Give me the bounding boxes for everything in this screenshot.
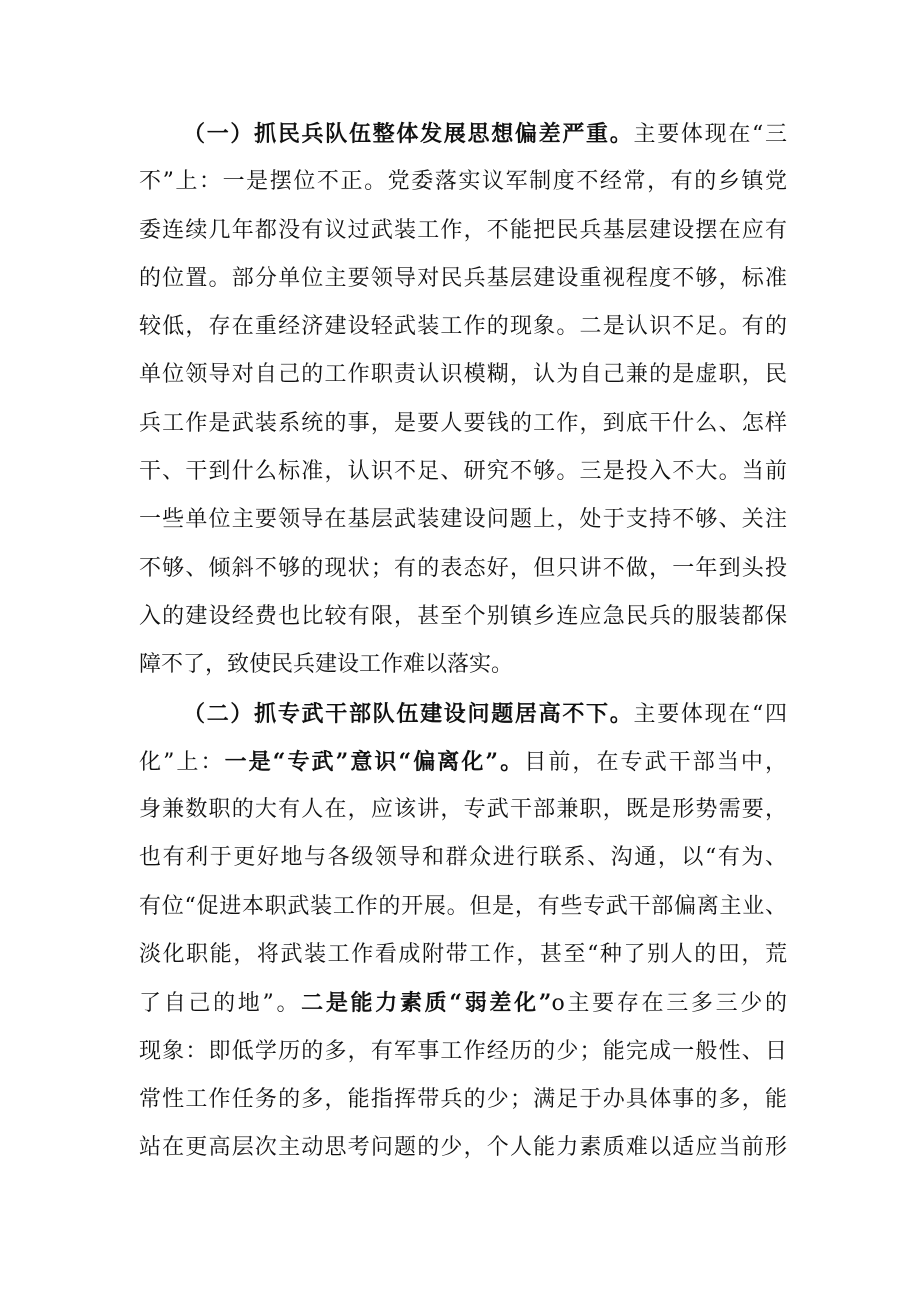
paragraph-2-subheading-1: 一是“专武”意识“偏离化”。 [224,748,525,775]
paragraph-2-line-7-a: 了自己的地”。 [139,991,302,1017]
paragraph-2-line-2 [139,738,787,786]
paragraph-2-line-3: 身兼数职的大有人在，应该讲，专武干部兼职，既是形势需要， [139,797,787,823]
paragraph-1-line-8: 干、干到什么标准，认识不足、研究不够。三是投入不大。当前 [139,459,787,485]
paragraph-2-line-6: 淡化职能，将武装工作看成附带工作，甚至“种了别人的田，荒 [139,942,787,968]
paragraph-1-line-1-text: 主要体现在“三 [633,122,787,147]
paragraph-2-line-5: 有位“促进本职武装工作的开展。但是，有些专武干部偏离主业、 [139,893,787,919]
paragraph-1-line-6: 单位领导对自己的工作职责认识模糊，认为自己兼的是虚职，民 [139,362,787,388]
paragraph-2-line-2-c: 目前，在专武干部当中， [524,749,788,775]
paragraph-2-line-1 [139,690,787,738]
document-body [139,110,787,1173]
paragraph-2-line-7-c: o主要存在三多三少的 [551,991,788,1017]
paragraph-2-subheading-2: 二是能力素质“弱差化” [301,990,552,1017]
paragraph-2-heading: （二）抓专武干部队伍建设问题居高不下。 [183,700,634,727]
paragraph-2-line-10: 站在更高层次主动思考问题的少，个人能力素质难以适应当前形 [139,1135,787,1161]
paragraph-2-line-4: 也有利于更好地与各级领导和群众进行联系、沟通，以“有为、 [139,845,787,871]
paragraph-2-line-8: 现象：即低学历的多，有军事工作经历的少；能完成一般性、日 [139,1038,787,1064]
paragraph-2-line-1-text: 主要体现在“四 [633,701,787,727]
paragraph-1-line-7: 兵工作是武装系统的事，是要人要钱的工作，到底干什么、怎样 [139,410,787,436]
paragraph-2-line-7 [139,979,787,1027]
paragraph-2-line-2-a: 化”上： [139,749,225,775]
paragraph-1-line-10: 不够、倾斜不够的现状；有的表态好，但只讲不做，一年到头投 [139,555,787,581]
paragraph-1-line-11: 入的建设经费也比较有限，甚至个别镇乡连应急民兵的服装都保 [139,603,787,629]
paragraph-1-line-3: 委连续几年都没有议过武装工作，不能把民兵基层建设摆在应有 [139,217,787,243]
paragraph-1-heading: （一）抓民兵队伍整体发展思想偏差严重。 [183,121,634,147]
paragraph-1-line-12: 障不了，致使民兵建设工作难以落实。 [139,652,514,678]
paragraph-1-line-9: 一些单位主要领导在基层武装建设问题上，处于支持不够、关注 [139,507,787,533]
paragraph-1-line-2: 不”上：一是摆位不正。党委落实议军制度不经常，有的乡镇党 [139,169,787,195]
paragraph-2-line-9: 常性工作任务的多，能指挥带兵的少；满足于办具体事的多，能 [139,1086,787,1112]
paragraph-1-line-1 [139,110,787,158]
paragraph-1-line-5: 较低，存在重经济建设轻武装工作的现象。二是认识不足。有的 [139,314,787,340]
paragraph-1-line-4: 的位置。部分单位主要领导对民兵基层建设重视程度不够，标准 [139,265,787,291]
